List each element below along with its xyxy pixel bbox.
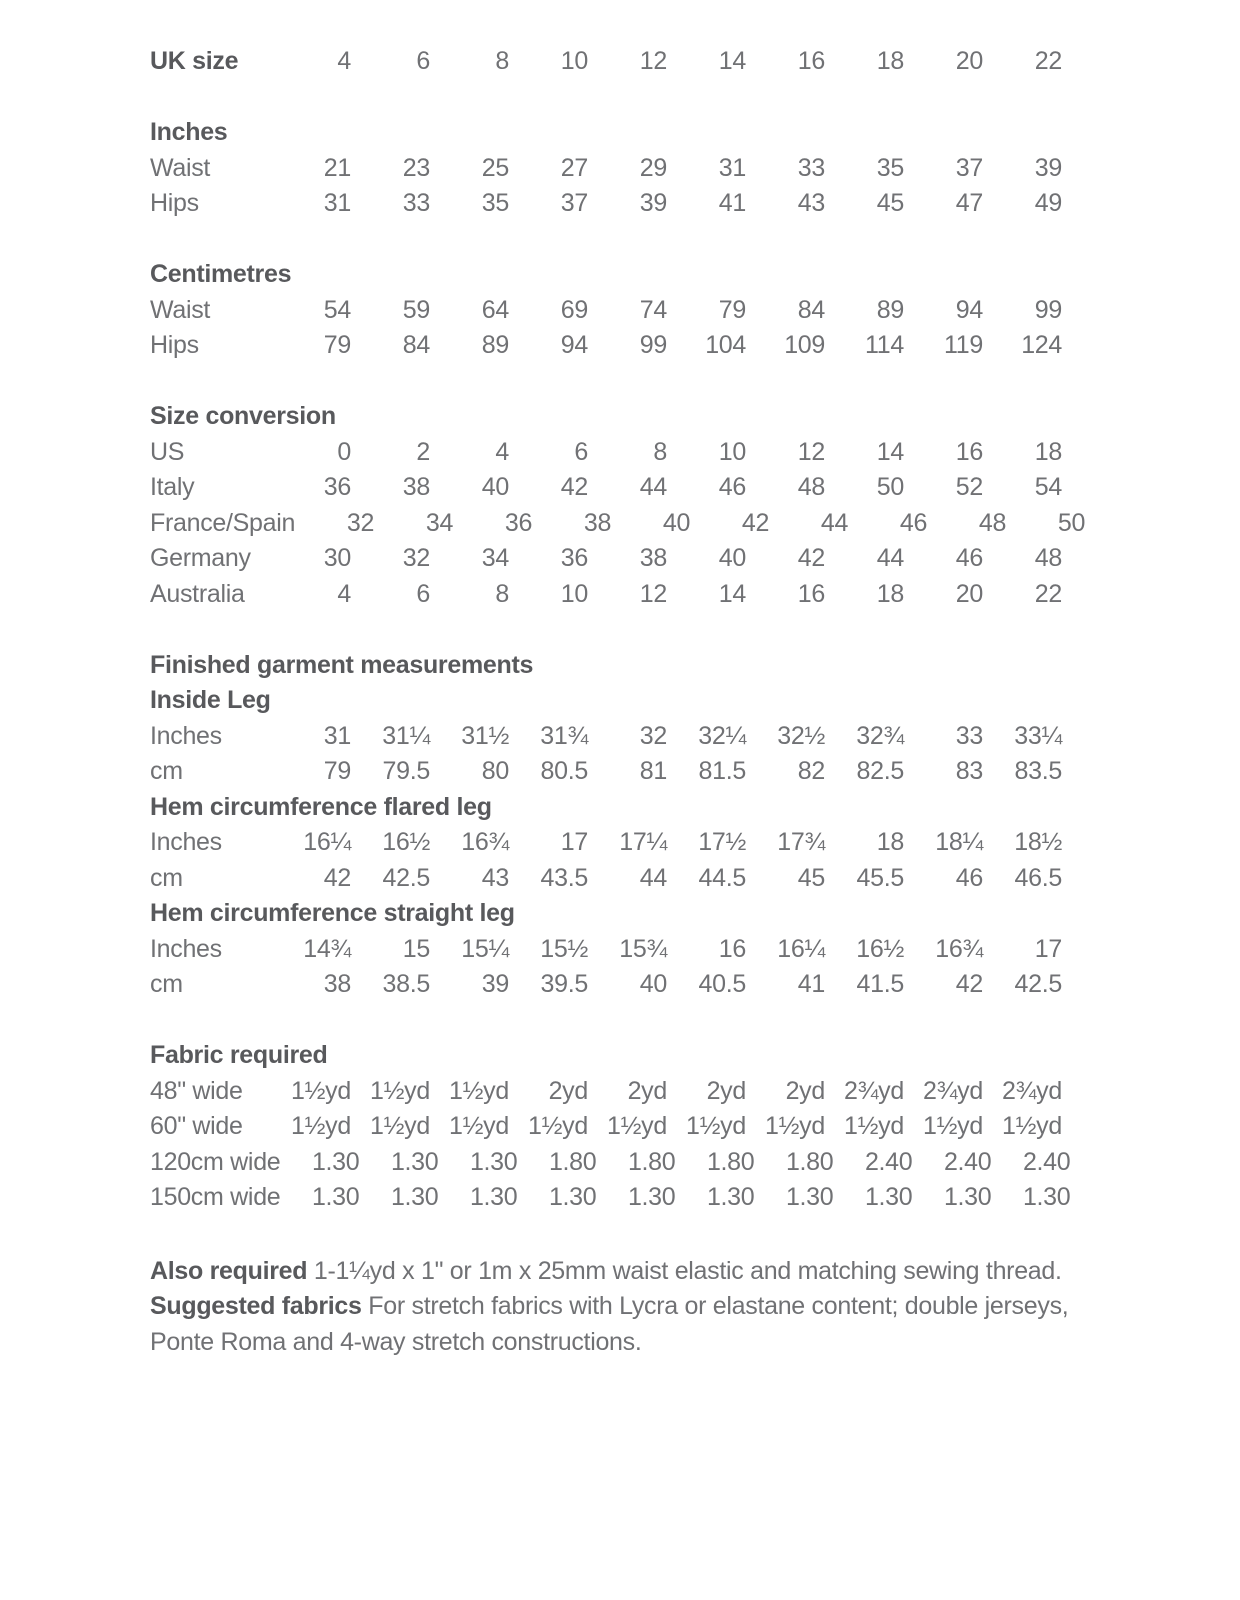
row-label: Inches [150,828,222,856]
cell-value: 39 [481,970,509,998]
cell-value: 41.5 [856,970,904,998]
section-heading: Hem circumference straight leg [150,899,515,927]
cell-value: 8 [495,579,509,608]
cell-value: 34 [481,544,509,572]
cell-value: 15½ [540,934,588,963]
cell-value: 45.5 [856,863,904,892]
section-heading: Size conversion [150,402,336,430]
table-row [150,151,1110,187]
cell-value: 37 [560,189,588,217]
cell-value: 1.80 [548,1147,597,1176]
section-heading: Finished garment measurements [150,650,534,679]
table-row [150,1145,1110,1181]
cell-value: 2yd [706,1076,746,1105]
table-row [150,967,1110,1003]
cell-value: 1.80 [627,1147,676,1176]
section-heading: Inches [150,118,228,146]
cell-value: 14 [718,579,746,608]
cell-value: 49 [1034,189,1062,217]
cell-value: 32¼ [698,721,746,750]
cell-value: 1½yd [449,1112,509,1140]
cell-value: 41 [718,189,746,217]
cell-value: 99 [639,331,667,359]
cell-value: 1.30 [548,1183,597,1211]
cell-value: 80 [481,757,509,785]
cell-value: 16 [797,579,825,608]
cell-value: 2.40 [1022,1147,1071,1176]
cell-value: 1½yd [449,1076,509,1105]
cell-value: 46 [955,863,983,892]
cell-value: 6 [416,47,430,75]
cell-value: 17¾ [777,828,825,856]
cell-value: 44 [876,544,904,572]
cell-value: 45 [876,189,904,217]
cell-value: 79 [323,757,351,785]
cell-value: 12 [639,47,667,75]
cell-value: 16¼ [303,828,351,856]
cell-value: 18 [876,47,904,75]
cell-value: 6 [574,437,588,466]
cell-value: 31 [323,721,351,750]
cell-value: 17¼ [619,828,667,856]
cell-value: 42.5 [382,863,430,892]
cell-value: 1½yd [765,1112,825,1140]
cell-value: 79 [718,295,746,324]
section-heading-row [150,257,1110,293]
cell-value: 44 [820,508,849,537]
cell-value: 16 [797,47,825,75]
cell-value: 84 [402,331,430,359]
cell-value: 33 [402,189,430,217]
cell-value: 21 [323,153,351,182]
cell-value: 1.30 [390,1147,439,1176]
cell-value: 2¾yd [923,1076,983,1105]
cell-value: 52 [955,473,983,501]
cell-value: 45 [797,863,825,892]
table-row [150,293,1110,329]
cell-value: 104 [705,331,746,359]
footer-note [150,1254,1100,1361]
cell-value: 46 [955,544,983,572]
footer-bold-label: Also required [150,1256,308,1285]
table-row [150,932,1110,968]
cell-value: 1½yd [370,1112,430,1140]
cell-value: 35 [481,189,509,217]
row-label: 60" wide [150,1112,243,1140]
cell-value: 1½yd [607,1112,667,1140]
cell-value: 32¾ [856,721,904,750]
cell-value: 32 [402,544,430,572]
cell-value: 43.5 [540,863,588,892]
cell-value: 17 [1034,934,1062,963]
cell-value: 48 [1034,544,1062,572]
table-row [150,435,1110,471]
cell-value: 31¼ [382,721,430,750]
cell-value: 2yd [548,1076,588,1105]
cell-value: 64 [481,295,509,324]
cell-value: 2yd [785,1076,825,1105]
table-row [150,1109,1110,1145]
table-row [150,186,1110,222]
cell-value: 40 [662,508,691,537]
cell-value: 89 [481,331,509,359]
cell-value: 22 [1034,47,1062,75]
cell-value: 18¼ [935,828,983,856]
table-row [150,44,1110,80]
cell-value: 6 [416,579,430,608]
cell-value: 1½yd [528,1112,588,1140]
cell-value: 82 [797,757,825,785]
cell-value: 16 [718,934,746,963]
cell-value: 41 [797,970,825,998]
spacer-row [150,364,1110,400]
cell-value: 84 [797,295,825,324]
cell-value: 1½yd [844,1112,904,1140]
table-row [150,861,1110,897]
cell-value: 124 [1021,331,1062,359]
cell-value: 48 [797,473,825,501]
cell-value: 2.40 [943,1147,992,1176]
cell-value: 25 [481,153,509,182]
row-label: Waist [150,295,211,324]
cell-value: 42 [323,863,351,892]
row-label: Waist [150,153,211,182]
size-table [150,44,1110,1216]
section-heading-row [150,683,1110,719]
cell-value: 38 [323,970,351,998]
cell-value: 1.30 [943,1183,992,1211]
cell-value: 32 [639,721,667,750]
footer-text: 1-1¼yd x 1" or 1m x 25mm waist elastic and matching sewing thread. [307,1256,1062,1285]
row-label: Germany [150,544,251,572]
cell-value: 16½ [856,934,904,963]
cell-value: 42 [560,473,588,501]
cell-value: 99 [1034,295,1062,324]
cell-value: 46 [718,473,746,501]
cell-value: 38 [639,544,667,572]
row-label: 48" wide [150,1076,243,1105]
cell-value: 10 [560,579,588,608]
row-label: Hips [150,189,199,217]
cell-value: 94 [955,295,983,324]
cell-value: 42 [741,508,770,537]
cell-value: 30 [323,544,351,572]
cell-value: 1½yd [923,1112,983,1140]
cell-value: 1.80 [706,1147,755,1176]
cell-value: 119 [944,331,983,359]
cell-value: 46.5 [1014,863,1062,892]
cell-value: 44 [639,863,667,892]
cell-value: 50 [1057,508,1086,537]
cell-value: 44.5 [698,863,746,892]
cell-value: 1½yd [686,1112,746,1140]
cell-value: 1.30 [311,1147,360,1176]
cell-value: 1.30 [390,1183,439,1211]
section-heading: Fabric required [150,1041,328,1069]
cell-value: 40 [639,970,667,998]
cell-value: 81 [639,757,667,785]
cell-value: 31 [718,153,746,182]
cell-value: 1½yd [1002,1112,1062,1140]
row-label: Inches [150,721,222,750]
row-label: Australia [150,579,245,608]
row-label: UK size [150,47,239,75]
cell-value: 1.30 [469,1147,518,1176]
cell-value: 1.30 [469,1183,518,1211]
cell-value: 79 [323,331,351,359]
cell-value: 2¾yd [844,1076,904,1105]
table-row [150,1074,1110,1110]
cell-value: 16¼ [777,934,825,963]
cell-value: 18 [876,828,904,856]
cell-value: 17 [560,828,588,856]
row-label: cm [150,757,183,785]
section-heading-row [150,115,1110,151]
section-heading: Centimetres [150,260,292,288]
cell-value: 33 [797,153,825,182]
cell-value: 32 [346,508,375,537]
cell-value: 10 [560,47,588,75]
cell-value: 4 [337,579,351,608]
footer-text: For stretch fabrics with Lycra or elastane content; double jerseys, Ponte Roma and 4-way stretch constructions. [150,1292,1069,1356]
section-heading: Inside Leg [150,686,271,714]
cell-value: 31¾ [540,721,588,750]
cell-value: 37 [955,153,983,182]
cell-value: 29 [639,153,667,182]
row-label: cm [150,970,183,998]
cell-value: 94 [560,331,588,359]
spacer-row [150,612,1110,648]
row-label: Italy [150,473,195,501]
cell-value: 36 [323,473,351,501]
cell-value: 50 [876,473,904,501]
cell-value: 39 [1034,153,1062,182]
cell-value: 0 [337,437,351,466]
cell-value: 27 [560,153,588,182]
section-heading-row [150,399,1110,435]
cell-value: 32½ [777,721,825,750]
cell-value: 83.5 [1014,757,1062,785]
table-row [150,1180,1110,1216]
cell-value: 1½yd [370,1076,430,1105]
cell-value: 1.30 [785,1183,834,1211]
cell-value: 36 [504,508,533,537]
cell-value: 33¼ [1014,721,1062,750]
row-label: 120cm wide [150,1147,281,1176]
cell-value: 17½ [698,828,746,856]
table-row [150,470,1110,506]
cell-value: 35 [876,153,904,182]
spacer-row [150,222,1110,258]
cell-value: 42 [955,970,983,998]
cell-value: 114 [865,331,904,359]
cell-value: 18½ [1014,828,1062,856]
cell-value: 69 [560,295,588,324]
cell-value: 42 [797,544,825,572]
cell-value: 40 [481,473,509,501]
cell-value: 39.5 [540,970,588,998]
row-label: cm [150,863,183,892]
cell-value: 31½ [461,721,509,750]
table-row [150,754,1110,790]
cell-value: 4 [337,47,351,75]
cell-value: 43 [797,189,825,217]
table-row [150,541,1110,577]
cell-value: 12 [639,579,667,608]
cell-value: 18 [876,579,904,608]
cell-value: 34 [425,508,454,537]
cell-value: 14 [718,47,746,75]
cell-value: 20 [955,47,983,75]
cell-value: 81.5 [698,757,746,785]
table-row [150,825,1110,861]
section-heading-row [150,648,1110,684]
footer-bold-label: Suggested fabrics [150,1292,362,1320]
cell-value: 1.30 [311,1183,360,1211]
cell-value: 1.30 [706,1183,755,1211]
cell-value: 20 [955,579,983,608]
cell-value: 15 [402,934,430,963]
table-row [150,719,1110,755]
row-label: Hips [150,331,199,359]
cell-value: 1½yd [291,1076,351,1105]
spacer-row [150,80,1110,116]
cell-value: 14¾ [303,934,351,963]
cell-value: 42.5 [1014,970,1062,998]
cell-value: 40.5 [698,970,746,998]
spacer-row [150,1003,1110,1039]
cell-value: 47 [955,189,983,217]
cell-value: 15¼ [461,934,509,963]
row-label: France/Spain [150,508,296,537]
cell-value: 8 [495,47,509,75]
cell-value: 38 [583,508,612,537]
cell-value: 16¾ [461,828,509,856]
cell-value: 82.5 [856,757,904,785]
table-row [150,577,1110,613]
cell-value: 2yd [627,1076,667,1105]
section-heading-row [150,896,1110,932]
cell-value: 31 [323,189,351,217]
cell-value: 18 [1034,437,1062,466]
cell-value: 8 [653,437,667,466]
cell-value: 4 [495,437,509,466]
cell-value: 43 [481,863,509,892]
cell-value: 59 [402,295,430,324]
cell-value: 44 [639,473,667,501]
cell-value: 2 [416,437,430,466]
section-heading: Hem circumference flared leg [150,792,492,821]
cell-value: 1½yd [291,1112,351,1140]
cell-value: 33 [955,721,983,750]
cell-value: 23 [402,153,430,182]
cell-value: 38 [402,473,430,501]
cell-value: 48 [978,508,1007,537]
cell-value: 1.80 [785,1147,834,1176]
cell-value: 1.30 [1022,1183,1071,1211]
cell-value: 16½ [382,828,430,856]
cell-value: 15¾ [619,934,667,963]
cell-value: 1.30 [627,1183,676,1211]
cell-value: 83 [955,757,983,785]
row-label: Inches [150,934,222,963]
cell-value: 39 [639,189,667,217]
cell-value: 109 [784,331,825,359]
cell-value: 10 [718,437,746,466]
table-row [150,506,1110,542]
row-label: US [150,437,185,466]
cell-value: 80.5 [540,757,588,785]
cell-value: 2.40 [864,1147,913,1176]
cell-value: 54 [1034,473,1062,501]
size-chart-content [150,44,1110,1360]
cell-value: 16¾ [935,934,983,963]
row-label: 150cm wide [150,1183,281,1211]
cell-value: 40 [718,544,746,572]
section-heading-row [150,1038,1110,1074]
cell-value: 2¾yd [1002,1076,1062,1105]
cell-value: 36 [560,544,588,572]
cell-value: 54 [323,295,351,324]
cell-value: 38.5 [382,970,430,998]
cell-value: 79.5 [382,757,430,785]
cell-value: 14 [876,437,904,466]
cell-value: 46 [899,508,928,537]
section-heading-row [150,790,1110,826]
cell-value: 22 [1034,579,1062,608]
cell-value: 16 [955,437,983,466]
cell-value: 89 [876,295,904,324]
cell-value: 12 [797,437,825,466]
cell-value: 1.30 [864,1183,913,1211]
table-row [150,328,1110,364]
cell-value: 74 [639,295,667,324]
